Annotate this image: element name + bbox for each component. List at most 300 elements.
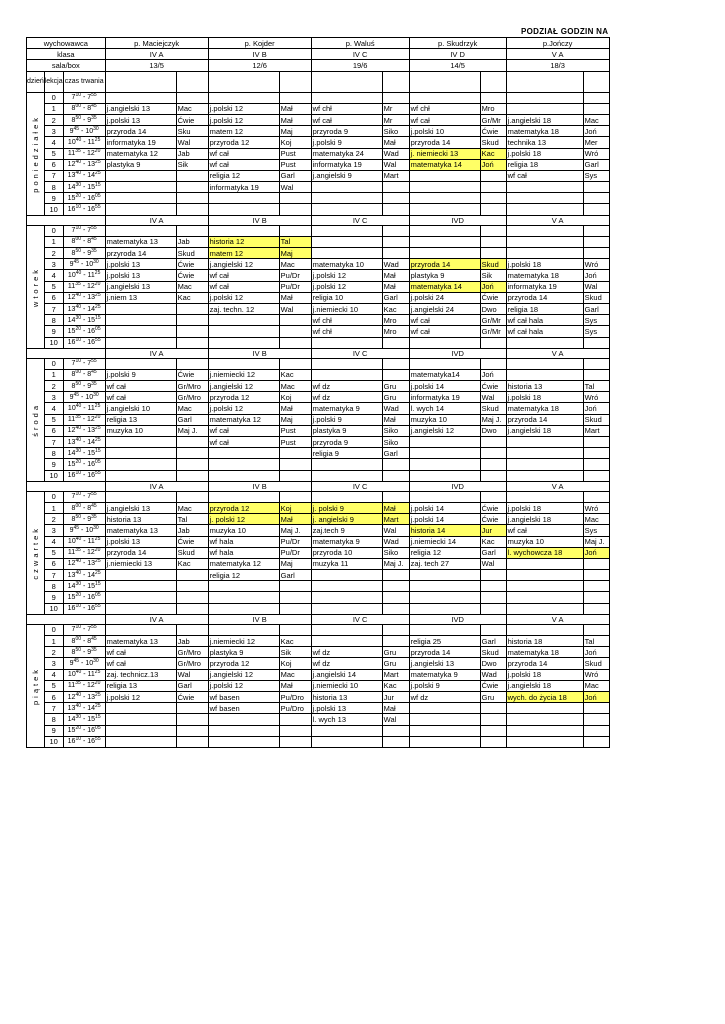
- time-end-min: 25: [95, 292, 101, 299]
- teacher-code-cell: Ćwie: [176, 536, 208, 547]
- subject-cell: j.polski 18: [506, 669, 583, 680]
- subject-cell: j.polski 18: [506, 148, 583, 159]
- empty-cell: [27, 614, 106, 624]
- day-name-cell: [27, 358, 45, 481]
- teacher-code-cell: Mał: [382, 414, 409, 425]
- subject-cell: j.angielski 13: [409, 658, 480, 669]
- subject-cell: [506, 92, 583, 103]
- teacher-code-cell: [583, 182, 609, 193]
- subject-cell: [311, 358, 382, 369]
- subject-cell: matematyka 13: [105, 236, 176, 247]
- teacher-code-cell: [583, 714, 609, 725]
- subject-cell: j.angielski 10: [105, 403, 176, 414]
- subject-cell: zaj. tech 27: [409, 558, 480, 569]
- subject-cell: matematyka 10: [311, 259, 382, 270]
- subject-cell: muzyka 10: [409, 414, 480, 425]
- teacher-code-cell: Gru: [382, 647, 409, 658]
- teacher-code-cell: Ćwie: [480, 381, 506, 392]
- teacher-code-cell: Maj J.: [480, 414, 506, 425]
- teacher-code-cell: [480, 248, 506, 259]
- time-start-hour: 11: [67, 549, 76, 557]
- time-end-hour: 16: [87, 206, 96, 214]
- lesson-time: $13^{40} - 14^{25}$: [63, 170, 105, 181]
- time-end-hour: 7: [87, 493, 92, 501]
- time-start-min: 50: [75, 646, 82, 653]
- subject-cell: wf cał: [409, 315, 480, 326]
- time-start-hour: 12: [67, 560, 76, 568]
- time-start-min: 00: [75, 502, 82, 509]
- subject-cell: religia 9: [311, 448, 382, 459]
- subject-cell: [506, 337, 583, 348]
- subject-cell: j.polski 12: [311, 281, 382, 292]
- teacher-code-cell: Kac: [279, 369, 311, 380]
- class-name: IVD: [409, 348, 506, 358]
- subject-cell: [311, 725, 382, 736]
- time-start-hour: 8: [71, 515, 76, 523]
- time-end-min: 05: [95, 325, 101, 332]
- teacher-code-cell: [480, 491, 506, 502]
- teacher-code-cell: Sys: [583, 315, 609, 326]
- teacher-code-cell: Wal: [480, 558, 506, 569]
- time-end-hour: 15: [87, 183, 96, 191]
- subject-cell: plastyka 9: [105, 159, 176, 170]
- time-start-hour: 11: [67, 283, 76, 291]
- subject-cell: [409, 437, 480, 448]
- empty-cell: [279, 71, 311, 92]
- teacher-code-cell: Garl: [583, 303, 609, 314]
- teacher-code-cell: Mro: [480, 103, 506, 114]
- subject-cell: j.polski 18: [506, 392, 583, 403]
- teacher-code-cell: Sik: [176, 159, 208, 170]
- subject-cell: [105, 459, 176, 470]
- time-start-hour: 15: [67, 194, 76, 202]
- teacher-code-cell: [480, 193, 506, 204]
- subject-cell: [506, 182, 583, 193]
- time-start-min: 30: [75, 580, 82, 587]
- subject-cell: [105, 624, 176, 635]
- empty-cell: [27, 348, 106, 358]
- class-name: IV A: [105, 481, 208, 491]
- subject-cell: informatyka 19: [506, 281, 583, 292]
- subject-cell: j.angielski 13: [105, 103, 176, 114]
- subject-cell: religia 18: [506, 159, 583, 170]
- subject-cell: przyroda 9: [311, 126, 382, 137]
- subject-cell: matematyka 9: [409, 669, 480, 680]
- teacher-code-cell: [176, 182, 208, 193]
- empty-cell: [409, 71, 480, 92]
- time-start-hour: 11: [67, 150, 76, 158]
- time-end-min: 55: [91, 491, 97, 498]
- lesson-number: 7: [44, 703, 63, 714]
- time-end-hour: 12: [87, 283, 95, 291]
- subject-cell: j.polski 9: [105, 369, 176, 380]
- time-start-min: 35: [75, 547, 81, 554]
- subject-cell: [208, 337, 279, 348]
- header-room-label: sala/box: [27, 60, 106, 71]
- lesson-number: 8: [44, 315, 63, 326]
- subject-cell: [409, 725, 480, 736]
- time-end-hour: 9: [87, 382, 92, 390]
- teacher-code-cell: Maj: [279, 414, 311, 425]
- teacher-code-cell: [382, 358, 409, 369]
- subject-cell: wf cał: [105, 381, 176, 392]
- time-end-min: 35: [91, 114, 97, 121]
- subject-cell: przyroda 14: [506, 658, 583, 669]
- lesson-time: $8^{00} - 8^{45}$: [63, 236, 105, 247]
- teacher-code-cell: Garl: [583, 159, 609, 170]
- teacher-code-cell: Skud: [176, 248, 208, 259]
- teacher-code-cell: Jur: [382, 691, 409, 702]
- time-end-hour: 16: [87, 327, 96, 335]
- subject-cell: historia 18: [506, 636, 583, 647]
- teacher-code-cell: [382, 337, 409, 348]
- subject-cell: technika 13: [506, 137, 583, 148]
- teacher-code-cell: Koj: [279, 392, 311, 403]
- class-name: V A: [506, 215, 609, 225]
- teacher-code-cell: Garl: [176, 414, 208, 425]
- subject-cell: [311, 491, 382, 502]
- time-start-hour: 11: [67, 682, 76, 690]
- time-start-hour: 14: [67, 449, 76, 457]
- subject-cell: [506, 103, 583, 114]
- lesson-row: [27, 680, 610, 691]
- teacher-code-cell: Jur: [480, 525, 506, 536]
- subject-cell: j.polski 12: [208, 103, 279, 114]
- subject-cell: [105, 204, 176, 215]
- subject-cell: przyroda 14: [409, 259, 480, 270]
- teacher-code-cell: Pu/Dr: [279, 547, 311, 558]
- teacher-code-cell: Kac: [279, 636, 311, 647]
- subject-cell: wf cał hala: [506, 326, 583, 337]
- subject-cell: j.niemiecki 10: [311, 303, 382, 314]
- subject-cell: wych. do życia 18: [506, 691, 583, 702]
- subject-cell: j.angielski 18: [506, 425, 583, 436]
- teacher-code-cell: Dwo: [480, 303, 506, 314]
- subject-cell: matematyka 18: [506, 647, 583, 658]
- teacher-code-cell: [279, 491, 311, 502]
- time-end-hour: 14: [87, 305, 96, 313]
- time-end-hour: 12: [87, 416, 95, 424]
- subject-cell: j.polski 13: [311, 703, 382, 714]
- teacher-code-cell: Wal: [382, 714, 409, 725]
- schedule-table: [26, 37, 610, 748]
- subject-cell: matematyka 12: [208, 558, 279, 569]
- teacher-code-cell: [279, 592, 311, 603]
- lesson-time: $12^{40} - 13^{25}$: [63, 691, 105, 702]
- subject-cell: [311, 624, 382, 635]
- subject-cell: [506, 470, 583, 481]
- subject-cell: j.polski 12: [311, 270, 382, 281]
- subject-cell: historia 13: [105, 514, 176, 525]
- lesson-number: 0: [44, 491, 63, 502]
- teacher-code-cell: Koj: [279, 502, 311, 513]
- subject-cell: religia 12: [208, 570, 279, 581]
- teacher-code-cell: Pu/Dro: [279, 703, 311, 714]
- teacher-code-cell: [279, 358, 311, 369]
- teacher-code-cell: Pust: [279, 425, 311, 436]
- lesson-number: 7: [44, 570, 63, 581]
- subject-cell: [311, 570, 382, 581]
- subject-cell: [409, 170, 480, 181]
- class-name: IV A: [105, 348, 208, 358]
- lesson-time: $15^{20} - 16^{05}$: [63, 592, 105, 603]
- time-end-min: 35: [91, 247, 97, 254]
- teacher-code-cell: [176, 193, 208, 204]
- lesson-row: [27, 725, 610, 736]
- teacher-code-cell: [279, 326, 311, 337]
- subject-cell: [105, 448, 176, 459]
- teacher-code-cell: Mro: [382, 315, 409, 326]
- subject-cell: plastyka 9: [409, 270, 480, 281]
- lesson-number: 1: [44, 502, 63, 513]
- time-start-min: 20: [75, 592, 82, 599]
- class-name: IVD: [409, 215, 506, 225]
- header-room: 18/3: [506, 60, 609, 71]
- teacher-code-cell: [176, 736, 208, 747]
- subject-cell: matematyka 9: [311, 403, 382, 414]
- time-start-min: 10: [75, 624, 82, 631]
- teacher-code-cell: Siko: [382, 126, 409, 137]
- subject-cell: j.angielski 24: [409, 303, 480, 314]
- subject-cell: [506, 736, 583, 747]
- time-start-hour: 15: [67, 594, 76, 602]
- teacher-code-cell: Maj J.: [382, 558, 409, 569]
- lesson-number: 7: [44, 170, 63, 181]
- lesson-time: $15^{20} - 16^{05}$: [63, 459, 105, 470]
- subject-cell: [409, 570, 480, 581]
- teacher-code-cell: [382, 182, 409, 193]
- teacher-code-cell: [382, 725, 409, 736]
- teacher-code-cell: Skud: [583, 414, 609, 425]
- lesson-number: 6: [44, 691, 63, 702]
- time-start-min: 30: [75, 447, 82, 454]
- time-start-hour: 16: [67, 206, 76, 214]
- lesson-row: [27, 581, 610, 592]
- subject-cell: j.angielski 18: [506, 514, 583, 525]
- time-start-hour: 8: [71, 116, 76, 124]
- time-start-hour: 8: [71, 648, 76, 656]
- time-end-min: 25: [95, 702, 101, 709]
- lesson-row: [27, 248, 610, 259]
- lesson-number: 10: [44, 603, 63, 614]
- time-end-min: 55: [95, 603, 101, 610]
- subject-cell: wf cał: [105, 658, 176, 669]
- teacher-code-cell: [382, 193, 409, 204]
- teacher-code-cell: Wró: [583, 502, 609, 513]
- lesson-row: [27, 570, 610, 581]
- teacher-code-cell: [279, 581, 311, 592]
- subject-cell: muzyka 11: [311, 558, 382, 569]
- subject-cell: [105, 326, 176, 337]
- teacher-code-cell: [480, 581, 506, 592]
- subject-cell: religia 13: [105, 414, 176, 425]
- teacher-code-cell: Mał: [382, 281, 409, 292]
- lesson-row: [27, 204, 610, 215]
- subject-cell: j.angielski 18: [506, 114, 583, 125]
- lesson-time: $14^{30} - 15^{15}$: [63, 182, 105, 193]
- lesson-number: 5: [44, 547, 63, 558]
- lesson-number: 10: [44, 337, 63, 348]
- teacher-code-cell: Sys: [583, 170, 609, 181]
- teacher-code-cell: Kac: [480, 536, 506, 547]
- header-room: 14/5: [409, 60, 506, 71]
- time-end-min: 25: [95, 170, 101, 177]
- header-row: [27, 71, 610, 92]
- teacher-code-cell: [382, 603, 409, 614]
- lesson-time: $8^{00} - 8^{45}$: [63, 502, 105, 513]
- subject-cell: j.polski 9: [311, 137, 382, 148]
- teacher-code-cell: Skud: [480, 647, 506, 658]
- empty-cell: [27, 481, 106, 491]
- subject-cell: [105, 170, 176, 181]
- teacher-code-cell: Skud: [480, 259, 506, 270]
- teacher-code-cell: Koj: [279, 137, 311, 148]
- subject-cell: przyroda 14: [105, 126, 176, 137]
- teacher-code-cell: Mac: [279, 259, 311, 270]
- time-start-min: 35: [75, 148, 81, 155]
- teacher-code-cell: Skud: [583, 658, 609, 669]
- teacher-code-cell: [279, 448, 311, 459]
- subject-cell: przyroda 14: [506, 292, 583, 303]
- teacher-code-cell: Garl: [279, 170, 311, 181]
- time-start-min: 40: [75, 159, 82, 166]
- teacher-code-cell: Gr/Mro: [176, 658, 208, 669]
- subject-cell: [208, 315, 279, 326]
- teacher-code-cell: [583, 459, 609, 470]
- teacher-code-cell: [176, 703, 208, 714]
- teacher-code-cell: [583, 358, 609, 369]
- lesson-time: $12^{40} - 13^{25}$: [63, 558, 105, 569]
- teacher-code-cell: [279, 337, 311, 348]
- subject-cell: matematyka 13: [105, 636, 176, 647]
- time-start-hour: 9: [69, 127, 74, 135]
- time-start-hour: 7: [71, 360, 76, 368]
- day-name-cell: [27, 225, 45, 348]
- subject-cell: [208, 326, 279, 337]
- time-start-min: 50: [75, 380, 82, 387]
- subject-cell: historia 13: [311, 691, 382, 702]
- teacher-code-cell: Gr/Mro: [176, 647, 208, 658]
- teacher-code-cell: Wal: [176, 669, 208, 680]
- teacher-code-cell: Pu/Dro: [279, 691, 311, 702]
- time-start-min: 30: [75, 181, 82, 188]
- time-start-min: 00: [75, 635, 82, 642]
- lesson-row: [27, 647, 610, 658]
- lesson-row: [27, 448, 610, 459]
- teacher-code-cell: Ćwie: [176, 270, 208, 281]
- subject-cell: przyroda 12: [208, 137, 279, 148]
- teacher-code-cell: [480, 570, 506, 581]
- lesson-time: $12^{40} - 13^{25}$: [63, 425, 105, 436]
- subject-cell: muzyka 10: [208, 525, 279, 536]
- time-start-hour: 7: [71, 626, 76, 634]
- subject-cell: przyroda 12: [208, 502, 279, 513]
- lesson-time: $11^{35} - 12^{20}$: [63, 281, 105, 292]
- time-start-hour: 8: [71, 382, 76, 390]
- time-start-hour: 8: [71, 238, 76, 246]
- time-end-min: 35: [91, 513, 97, 520]
- time-end-hour: 9: [87, 116, 92, 124]
- lesson-row: [27, 691, 610, 702]
- header-teacher: p.Jończy: [506, 38, 609, 49]
- subject-cell: [409, 193, 480, 204]
- time-end-hour: 13: [87, 161, 96, 169]
- subject-cell: [105, 470, 176, 481]
- time-end-hour: 15: [87, 449, 96, 457]
- teacher-code-cell: Mart: [382, 170, 409, 181]
- teacher-code-cell: Wró: [583, 392, 609, 403]
- time-end-hour: 12: [87, 682, 95, 690]
- subject-cell: j.polski 13: [105, 114, 176, 125]
- teacher-code-cell: Sik: [480, 270, 506, 281]
- lesson-row: [27, 259, 610, 270]
- subject-cell: j.polski 9: [409, 680, 480, 691]
- day-name-cell: [27, 624, 45, 747]
- subject-cell: [409, 358, 480, 369]
- teacher-code-cell: [176, 470, 208, 481]
- teacher-code-cell: [279, 193, 311, 204]
- time-start-hour: 15: [67, 727, 76, 735]
- subject-cell: [311, 470, 382, 481]
- subject-cell: wf hala: [208, 536, 279, 547]
- lesson-number: 9: [44, 193, 63, 204]
- lesson-time: $14^{30} - 15^{15}$: [63, 714, 105, 725]
- time-end-min: 30: [93, 125, 99, 132]
- subject-cell: informatyka 19: [208, 182, 279, 193]
- time-end-hour: 8: [87, 504, 92, 512]
- time-end-hour: 16: [87, 339, 96, 347]
- teacher-code-cell: Gru: [480, 691, 506, 702]
- time-end-min: 35: [91, 380, 97, 387]
- lesson-time: $14^{30} - 15^{15}$: [63, 448, 105, 459]
- lesson-row: [27, 459, 610, 470]
- time-start-hour: 14: [67, 183, 76, 191]
- subject-cell: [105, 570, 176, 581]
- time-end-min: 30: [93, 258, 99, 265]
- time-start-min: 00: [75, 103, 82, 110]
- subject-cell: [105, 714, 176, 725]
- time-start-min: 20: [75, 458, 82, 465]
- subject-cell: [105, 225, 176, 236]
- teacher-code-cell: Wad: [382, 403, 409, 414]
- lesson-number: 1: [44, 636, 63, 647]
- lesson-number: 2: [44, 514, 63, 525]
- subject-cell: [506, 358, 583, 369]
- time-start-hour: 12: [67, 693, 76, 701]
- lesson-row: [27, 381, 610, 392]
- time-start-min: 00: [75, 369, 82, 376]
- subject-cell: przyroda 14: [506, 414, 583, 425]
- lesson-time: $8^{50} - 9^{35}$: [63, 514, 105, 525]
- subject-cell: [506, 570, 583, 581]
- time-start-hour: 8: [71, 504, 76, 512]
- lesson-time: $12^{40} - 13^{25}$: [63, 159, 105, 170]
- time-start-min: 10: [75, 491, 82, 498]
- time-start-min: 10: [75, 736, 82, 743]
- lesson-time: $10^{40} - 11^{25}$: [63, 270, 105, 281]
- class-name: IVD: [409, 614, 506, 624]
- teacher-code-cell: Jab: [176, 236, 208, 247]
- time-end-min: 25: [95, 569, 101, 576]
- teacher-code-cell: Mał: [279, 514, 311, 525]
- lesson-time: $16^{10} - 16^{55}$: [63, 337, 105, 348]
- subject-cell: przyroda 14: [105, 547, 176, 558]
- time-end-min: 15: [95, 314, 101, 321]
- lesson-number: 5: [44, 414, 63, 425]
- teacher-code-cell: Kac: [382, 303, 409, 314]
- lesson-time: $16^{10} - 16^{55}$: [63, 204, 105, 215]
- subject-cell: j.polski 12: [208, 292, 279, 303]
